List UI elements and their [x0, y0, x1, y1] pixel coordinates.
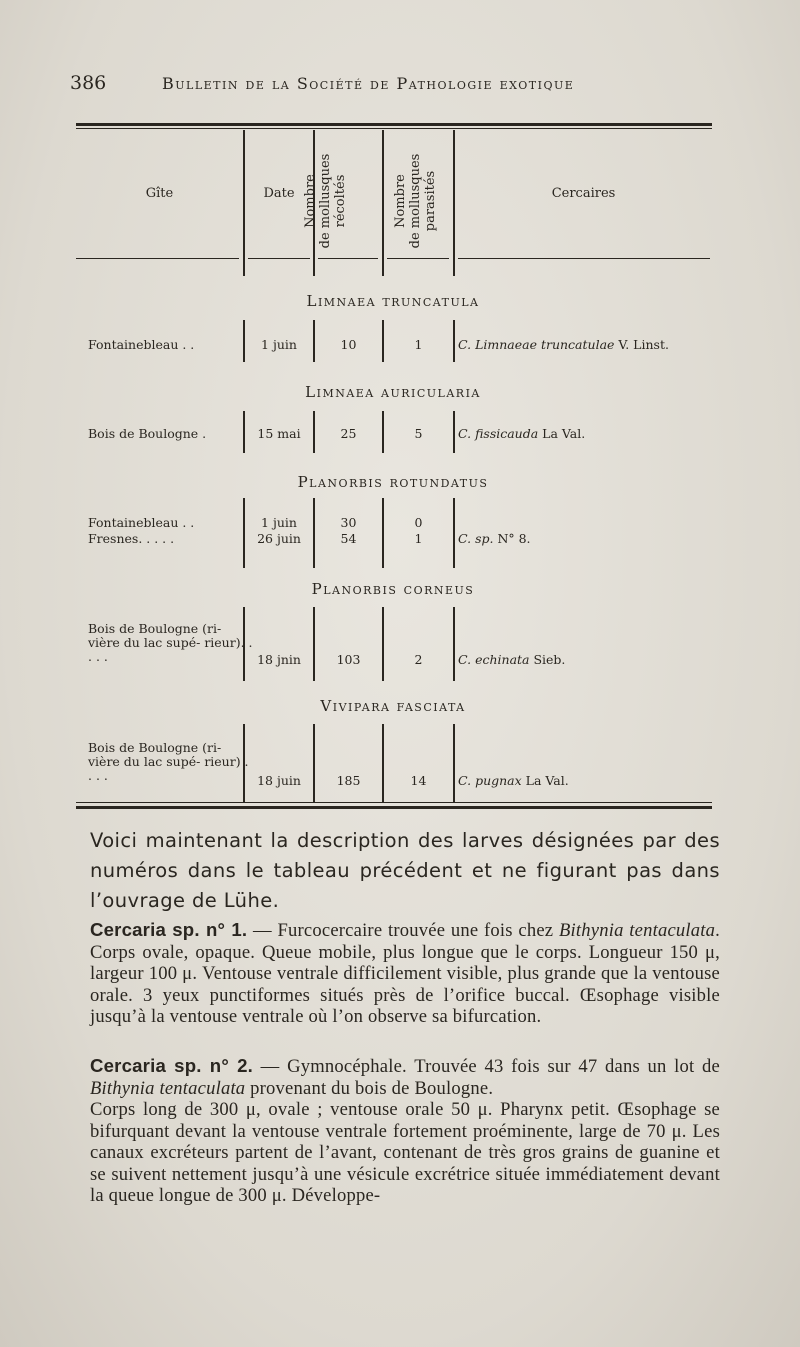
- cell-date: 1 juin: [261, 337, 297, 352]
- table-top-rule: [76, 123, 712, 126]
- cell-cercaire: C. fissicauda La Val.: [458, 426, 586, 441]
- cell-parasites: 2: [414, 652, 423, 667]
- cell-site: Bois de Boulogne .: [88, 426, 207, 441]
- header-gite: Gîte: [145, 186, 174, 201]
- cell-recoltes: 103: [336, 652, 361, 667]
- col-sep: [453, 411, 455, 453]
- col-sep: [382, 607, 384, 681]
- running-title: Bulletin de la Société de Pathologie exotique: [162, 74, 575, 93]
- header-date: Date: [263, 186, 295, 201]
- table-top-rule-thin: [76, 128, 712, 129]
- col-sep: [313, 724, 315, 802]
- cell-site: Bois de Boulogne (ri- vière du lac supé- rieur) . . . .: [88, 740, 249, 783]
- col-sep: [243, 130, 245, 276]
- cell-date: 18 juin: [257, 773, 301, 788]
- table-bottom-rule: [76, 806, 712, 809]
- cercaria-1-paragraph: Cercaria sp. n° 1. — Furcocercaire trouvée une fois chez Bithynia tentaculata. Corps ovale, opaque. Queue mobile, plus longue que le corps. Longueur 150 μ, largeur 100 μ. Ventouse ventrale difficilement visible, plus grande que la ventouse orale. 3 yeux punctiformes situés près de l’orifice buccal. Œsophage visible jusqu’à la ventouse ventrale où l’on observe sa bifurcation.: [90, 919, 720, 1027]
- cell-cercaire: C. pugnax La Val.: [458, 773, 569, 788]
- section-title: Limnaea auricularia: [305, 383, 481, 401]
- cercaria-2-description: Corps long de 300 μ, ovale ; ventouse orale 50 μ. Pharynx petit. Œsophage se bifurquant devant la ventouse ventrale fortement proéminente, large de 70 μ. Les canaux excréteurs partent de l’avant, contenant de très gros grains de guanine et se suivent nettement jusqu’à une vésicule excrétrice située immédiatement devant la queue longue de 300 μ. Développe-: [90, 1099, 720, 1206]
- cell-parasites: 14: [410, 773, 427, 788]
- col-sep: [453, 320, 455, 362]
- cell-site: Fresnes. . . . .: [88, 531, 175, 546]
- header-cercaires: Cercaires: [551, 186, 616, 201]
- col-sep: [313, 607, 315, 681]
- header-rule: [76, 258, 239, 259]
- cell-site: Fontainebleau . .: [88, 515, 195, 530]
- cercaria-2-label: Cercaria sp. n° 2.: [90, 1055, 254, 1076]
- cell-parasites: 1: [414, 531, 423, 546]
- col-sep: [453, 724, 455, 802]
- col-sep: [453, 498, 455, 568]
- header-rule: [458, 258, 710, 259]
- header-rule: [248, 258, 310, 259]
- cell-cercaire: C. sp. N° 8.: [458, 531, 531, 546]
- header-rule: [387, 258, 449, 259]
- cell-site: Bois de Boulogne (ri- vière du lac supé- rieur). . . . .: [88, 621, 253, 664]
- col-sep: [382, 130, 384, 276]
- cell-recoltes: 25: [340, 426, 357, 441]
- cercaria-2-paragraph: Cercaria sp. n° 2. — Gymnocéphale. Trouvée 43 fois sur 47 dans un lot de Bithynia tentaculata provenant du bois de Boulogne.: [90, 1055, 720, 1099]
- page-number: 386: [70, 72, 107, 94]
- cell-date: 18 jnin: [257, 652, 301, 667]
- cell-parasites: 0: [414, 515, 423, 530]
- cell-cercaire: C. echinata Sieb.: [458, 652, 566, 667]
- cell-date: 26 juin: [257, 531, 301, 546]
- table-bottom-rule-thin: [76, 802, 712, 803]
- col-sep: [453, 607, 455, 681]
- col-sep: [382, 724, 384, 802]
- section-title: Vivipara fasciata: [320, 697, 466, 715]
- cell-parasites: 1: [414, 337, 423, 352]
- cell-cercaire: C. Limnaeae truncatulae V. Linst.: [458, 337, 669, 352]
- cell-recoltes: 30: [340, 515, 357, 530]
- cercaria-1-label: Cercaria sp. n° 1.: [90, 919, 248, 940]
- cell-date: 1 juin: [261, 515, 297, 530]
- cell-recoltes: 185: [336, 773, 361, 788]
- section-title: Limnaea truncatula: [306, 292, 480, 310]
- intro-paragraph: Voici maintenant la description des larves désignées par des numéros dans le tableau précédent et ne figurant pas dans l’ouvrage de Lühe.: [90, 829, 720, 912]
- header-recoltes: Nombre de mollusques récoltés: [303, 153, 348, 249]
- cell-recoltes: 54: [340, 531, 357, 546]
- cell-recoltes: 10: [340, 337, 357, 352]
- cell-site: Fontainebleau . .: [88, 337, 195, 352]
- cell-parasites: 5: [414, 426, 423, 441]
- col-sep: [453, 130, 455, 276]
- section-title: Planorbis rotundatus: [297, 473, 489, 491]
- section-title: Planorbis corneus: [311, 580, 475, 598]
- cell-date: 15 mai: [257, 426, 301, 441]
- header-parasites: Nombre de mollusques parasités: [393, 153, 438, 249]
- header-rule: [318, 258, 378, 259]
